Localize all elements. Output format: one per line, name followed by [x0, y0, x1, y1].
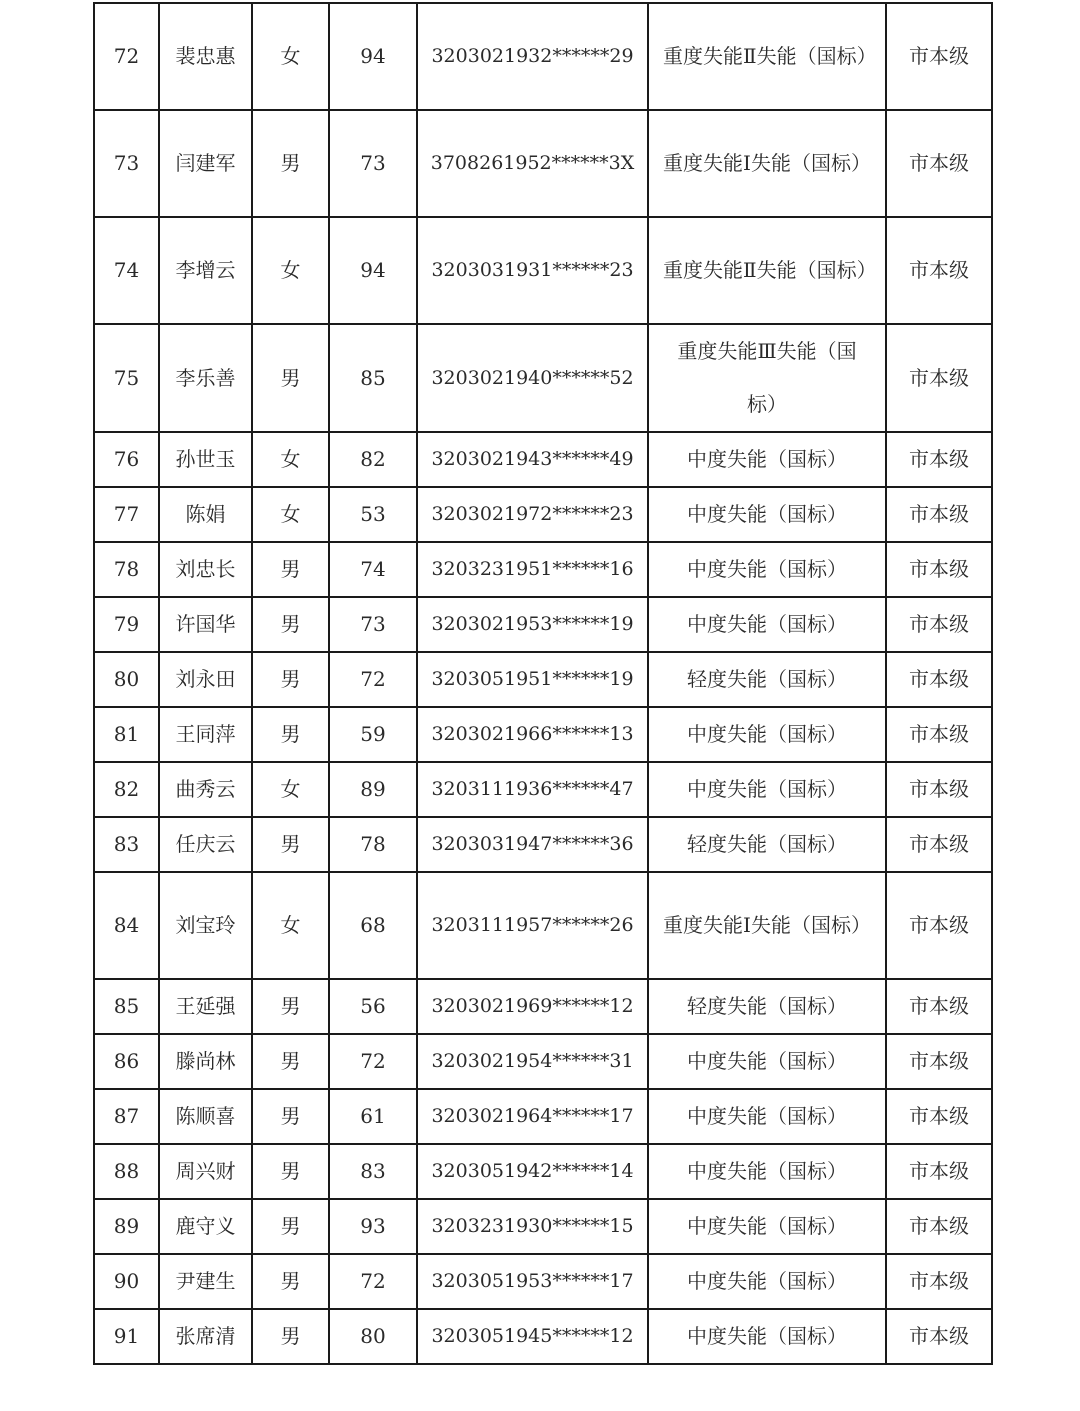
cell-name: 李增云 — [159, 217, 252, 324]
cell-gender: 男 — [252, 652, 329, 707]
cell-disability-level: 重度失能Ⅱ失能（国标） — [648, 217, 886, 324]
cell-number: 82 — [94, 762, 159, 817]
cell-age: 74 — [329, 542, 417, 597]
cell-age: 72 — [329, 1034, 417, 1089]
cell-name: 陈顺喜 — [159, 1089, 252, 1144]
cell-id-number: 3203021964******17 — [417, 1089, 648, 1144]
cell-disability-level: 中度失能（国标） — [648, 542, 886, 597]
cell-region: 市本级 — [886, 652, 992, 707]
cell-region: 市本级 — [886, 1089, 992, 1144]
cell-number: 76 — [94, 432, 159, 487]
table-row — [94, 1309, 992, 1364]
cell-number: 74 — [94, 217, 159, 324]
table-row — [94, 542, 992, 597]
cell-number: 90 — [94, 1254, 159, 1309]
cell-id-number: 3203021972******23 — [417, 487, 648, 542]
table-row — [94, 652, 992, 707]
cell-region: 市本级 — [886, 597, 992, 652]
cell-age: 72 — [329, 1254, 417, 1309]
cell-number: 83 — [94, 817, 159, 872]
table-row — [94, 872, 992, 979]
cell-name: 滕尚林 — [159, 1034, 252, 1089]
cell-region: 市本级 — [886, 1199, 992, 1254]
cell-disability-level: 中度失能（国标） — [648, 1144, 886, 1199]
cell-region: 市本级 — [886, 762, 992, 817]
cell-age: 89 — [329, 762, 417, 817]
cell-number: 80 — [94, 652, 159, 707]
cell-disability-level: 中度失能（国标） — [648, 1309, 886, 1364]
cell-region: 市本级 — [886, 979, 992, 1034]
cell-number: 81 — [94, 707, 159, 762]
cell-age: 73 — [329, 597, 417, 652]
table-row — [94, 3, 992, 110]
cell-id-number: 3203051951******19 — [417, 652, 648, 707]
cell-number: 86 — [94, 1034, 159, 1089]
recipient-table — [93, 2, 993, 1365]
cell-gender: 男 — [252, 707, 329, 762]
cell-region: 市本级 — [886, 817, 992, 872]
table-row — [94, 817, 992, 872]
cell-number: 84 — [94, 872, 159, 979]
cell-number: 87 — [94, 1089, 159, 1144]
cell-age: 82 — [329, 432, 417, 487]
cell-region: 市本级 — [886, 1254, 992, 1309]
table-row — [94, 1199, 992, 1254]
cell-id-number: 3203021943******49 — [417, 432, 648, 487]
cell-name: 许国华 — [159, 597, 252, 652]
cell-name: 陈娟 — [159, 487, 252, 542]
cell-region: 市本级 — [886, 872, 992, 979]
cell-age: 73 — [329, 110, 417, 217]
cell-gender: 男 — [252, 1199, 329, 1254]
table-row — [94, 707, 992, 762]
cell-number: 77 — [94, 487, 159, 542]
cell-disability-level: 轻度失能（国标） — [648, 652, 886, 707]
cell-name: 裴忠惠 — [159, 3, 252, 110]
cell-id-number: 3203021940******52 — [417, 324, 648, 432]
table-row — [94, 1144, 992, 1199]
cell-region: 市本级 — [886, 432, 992, 487]
cell-age: 72 — [329, 652, 417, 707]
cell-name: 尹建生 — [159, 1254, 252, 1309]
cell-id-number: 3203111936******47 — [417, 762, 648, 817]
cell-disability-level: 轻度失能（国标） — [648, 979, 886, 1034]
cell-age: 59 — [329, 707, 417, 762]
cell-number: 73 — [94, 110, 159, 217]
cell-region: 市本级 — [886, 217, 992, 324]
cell-number: 78 — [94, 542, 159, 597]
cell-number: 88 — [94, 1144, 159, 1199]
cell-disability-level: 中度失能（国标） — [648, 707, 886, 762]
cell-age: 94 — [329, 217, 417, 324]
cell-age: 61 — [329, 1089, 417, 1144]
cell-disability-level: 重度失能Ⅲ失能（国标） — [648, 324, 886, 432]
cell-region: 市本级 — [886, 1144, 992, 1199]
cell-id-number: 3203031947******36 — [417, 817, 648, 872]
cell-gender: 男 — [252, 324, 329, 432]
cell-name: 王延强 — [159, 979, 252, 1034]
cell-name: 孙世玉 — [159, 432, 252, 487]
cell-disability-level: 重度失能Ⅰ失能（国标） — [648, 872, 886, 979]
cell-gender: 男 — [252, 1144, 329, 1199]
cell-region: 市本级 — [886, 110, 992, 217]
cell-disability-level: 中度失能（国标） — [648, 1089, 886, 1144]
cell-age: 68 — [329, 872, 417, 979]
cell-number: 85 — [94, 979, 159, 1034]
table-row — [94, 762, 992, 817]
cell-id-number: 3203051953******17 — [417, 1254, 648, 1309]
cell-id-number: 3203031931******23 — [417, 217, 648, 324]
cell-gender: 女 — [252, 762, 329, 817]
cell-name: 鹿守义 — [159, 1199, 252, 1254]
cell-id-number: 3203021969******12 — [417, 979, 648, 1034]
cell-number: 91 — [94, 1309, 159, 1364]
cell-gender: 男 — [252, 1089, 329, 1144]
cell-number: 72 — [94, 3, 159, 110]
cell-id-number: 3203021966******13 — [417, 707, 648, 762]
table-row — [94, 1034, 992, 1089]
cell-region: 市本级 — [886, 707, 992, 762]
table-row — [94, 1254, 992, 1309]
cell-gender: 男 — [252, 817, 329, 872]
table-body — [94, 3, 992, 1364]
cell-id-number: 3203021932******29 — [417, 3, 648, 110]
cell-gender: 男 — [252, 110, 329, 217]
cell-gender: 女 — [252, 217, 329, 324]
cell-gender: 男 — [252, 542, 329, 597]
cell-number: 79 — [94, 597, 159, 652]
cell-name: 李乐善 — [159, 324, 252, 432]
cell-number: 89 — [94, 1199, 159, 1254]
cell-gender: 女 — [252, 872, 329, 979]
cell-disability-level: 重度失能Ⅱ失能（国标） — [648, 3, 886, 110]
table-row — [94, 324, 992, 432]
cell-disability-level: 中度失能（国标） — [648, 762, 886, 817]
table-row — [94, 597, 992, 652]
cell-region: 市本级 — [886, 1309, 992, 1364]
cell-name: 任庆云 — [159, 817, 252, 872]
cell-id-number: 3203021954******31 — [417, 1034, 648, 1089]
cell-gender: 男 — [252, 1254, 329, 1309]
cell-name: 张席清 — [159, 1309, 252, 1364]
cell-region: 市本级 — [886, 542, 992, 597]
cell-id-number: 3203231930******15 — [417, 1199, 648, 1254]
cell-id-number: 3203051942******14 — [417, 1144, 648, 1199]
cell-disability-level: 重度失能Ⅰ失能（国标） — [648, 110, 886, 217]
cell-age: 80 — [329, 1309, 417, 1364]
cell-name: 闫建军 — [159, 110, 252, 217]
cell-age: 56 — [329, 979, 417, 1034]
cell-gender: 女 — [252, 3, 329, 110]
table-row — [94, 217, 992, 324]
cell-name: 曲秀云 — [159, 762, 252, 817]
cell-age: 83 — [329, 1144, 417, 1199]
cell-region: 市本级 — [886, 324, 992, 432]
cell-age: 53 — [329, 487, 417, 542]
cell-disability-level: 中度失能（国标） — [648, 1254, 886, 1309]
table-row — [94, 1089, 992, 1144]
cell-name: 刘宝玲 — [159, 872, 252, 979]
cell-name: 王同萍 — [159, 707, 252, 762]
cell-gender: 女 — [252, 432, 329, 487]
cell-disability-level: 中度失能（国标） — [648, 487, 886, 542]
cell-disability-level: 中度失能（国标） — [648, 432, 886, 487]
cell-name: 刘永田 — [159, 652, 252, 707]
cell-id-number: 3203231951******16 — [417, 542, 648, 597]
table-row — [94, 110, 992, 217]
cell-region: 市本级 — [886, 1034, 992, 1089]
cell-id-number: 3203111957******26 — [417, 872, 648, 979]
cell-gender: 女 — [252, 487, 329, 542]
cell-name: 刘忠长 — [159, 542, 252, 597]
table-row — [94, 487, 992, 542]
table-row — [94, 432, 992, 487]
cell-region: 市本级 — [886, 3, 992, 110]
cell-gender: 男 — [252, 597, 329, 652]
cell-number: 75 — [94, 324, 159, 432]
cell-region: 市本级 — [886, 487, 992, 542]
cell-gender: 男 — [252, 1309, 329, 1364]
cell-name: 周兴财 — [159, 1144, 252, 1199]
cell-age: 78 — [329, 817, 417, 872]
cell-gender: 男 — [252, 979, 329, 1034]
cell-disability-level: 轻度失能（国标） — [648, 817, 886, 872]
cell-disability-level: 中度失能（国标） — [648, 1034, 886, 1089]
cell-age: 94 — [329, 3, 417, 110]
cell-id-number: 3203051945******12 — [417, 1309, 648, 1364]
cell-age: 85 — [329, 324, 417, 432]
cell-age: 93 — [329, 1199, 417, 1254]
table-row — [94, 979, 992, 1034]
cell-id-number: 3708261952******3X — [417, 110, 648, 217]
cell-id-number: 3203021953******19 — [417, 597, 648, 652]
cell-disability-level: 中度失能（国标） — [648, 1199, 886, 1254]
cell-gender: 男 — [252, 1034, 329, 1089]
cell-disability-level: 中度失能（国标） — [648, 597, 886, 652]
